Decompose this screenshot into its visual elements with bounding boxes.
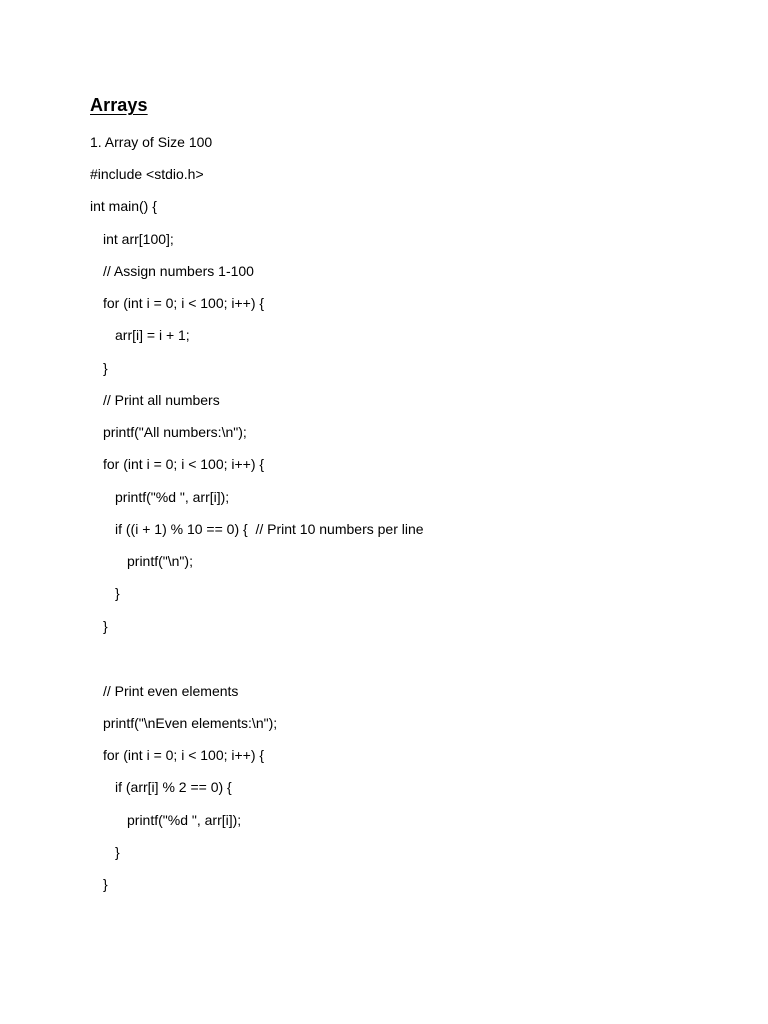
code-comment: // Assign numbers 1-100 [103, 263, 254, 279]
code-line: printf("\n"); [127, 553, 193, 569]
code-line: for (int i = 0; i < 100; i++) { [103, 456, 265, 472]
code-comment: // Print all numbers [103, 392, 220, 408]
code-line: int arr[100]; [103, 231, 174, 247]
code-line: printf("%d ", arr[i]); [115, 489, 230, 505]
code-line: } [103, 618, 108, 634]
code-line: printf("%d ", arr[i]); [127, 812, 242, 828]
code-line: } [103, 876, 108, 892]
page-title: Arrays [90, 95, 148, 115]
code-line: printf("All numbers:\n"); [103, 424, 247, 440]
code-line: for (int i = 0; i < 100; i++) { [103, 295, 265, 311]
section-heading: 1. Array of Size 100 [90, 134, 213, 150]
code-line: if ((i + 1) % 10 == 0) { // Print 10 numbers per line [115, 521, 424, 537]
code-line: } [103, 360, 108, 376]
code-line: int main() { [90, 198, 157, 214]
code-line: for (int i = 0; i < 100; i++) { [103, 747, 265, 763]
code-line: } [115, 844, 120, 860]
code-line: arr[i] = i + 1; [115, 327, 190, 343]
code-line: } [115, 585, 120, 601]
code-line: if (arr[i] % 2 == 0) { [115, 779, 232, 795]
code-line: #include <stdio.h> [90, 166, 204, 182]
code-comment: // Print even elements [103, 683, 239, 699]
code-line: printf("\nEven elements:\n"); [103, 715, 278, 731]
